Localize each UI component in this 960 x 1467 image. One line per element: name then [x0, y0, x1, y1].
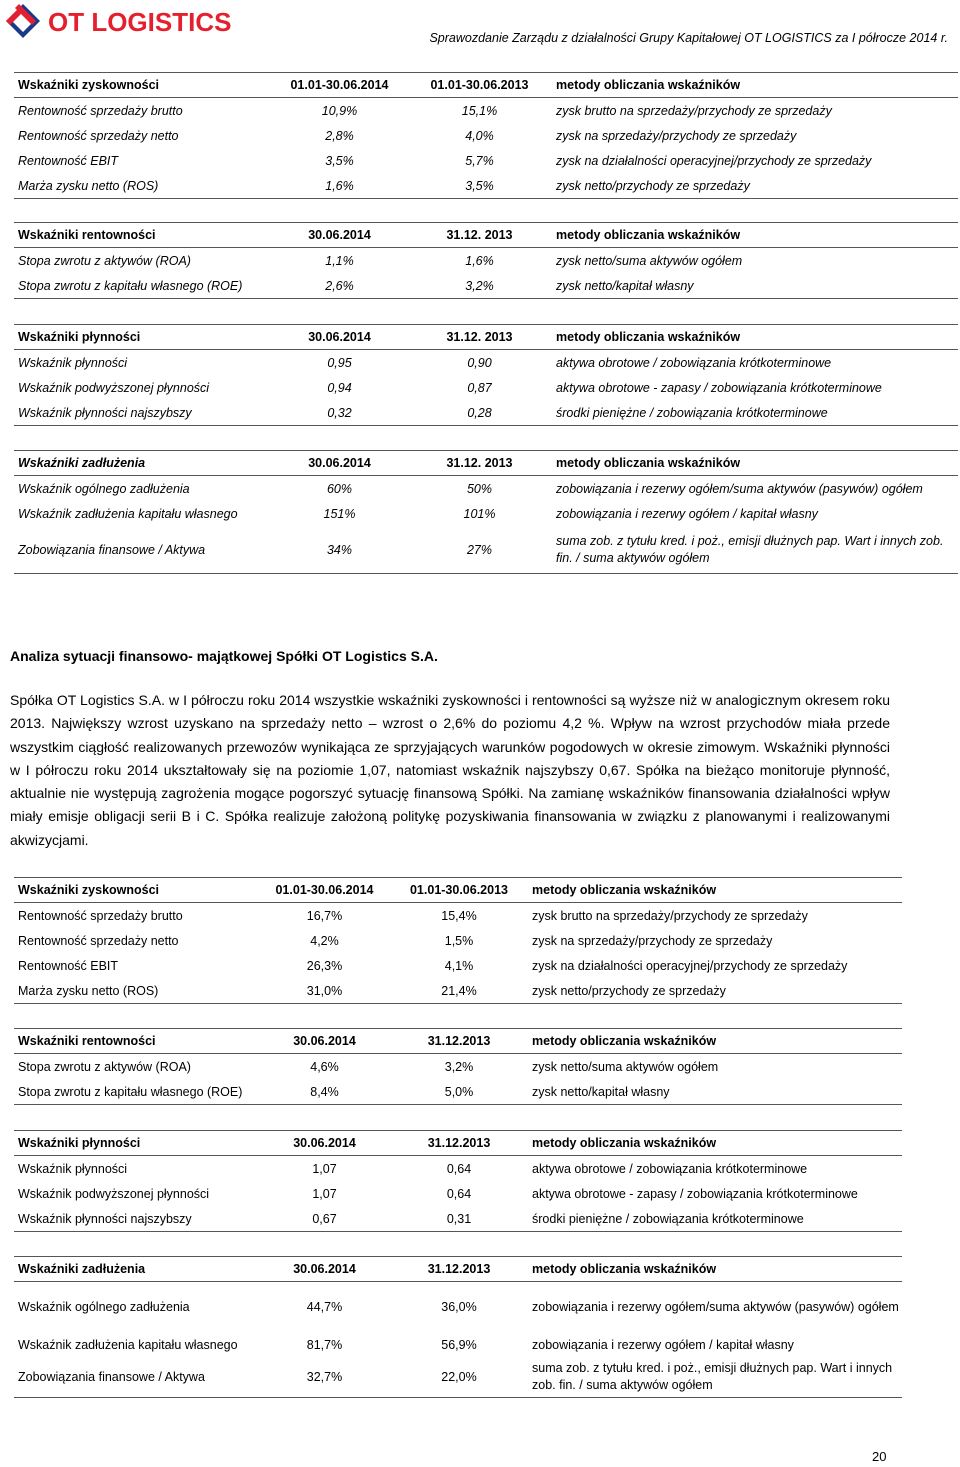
period-header-cell: 01.01-30.06.2013 — [407, 73, 552, 98]
table-row — [14, 273, 958, 299]
indicator-name-cell: Wskaźnik ogólnego zadłużenia — [18, 1300, 190, 1314]
method-cell: zysk brutto na sprzedaży/przychody ze sprzedaży — [556, 103, 832, 118]
period-header-cell: 30.06.2014 — [259, 1131, 390, 1156]
value-2014-cell: 151% — [323, 506, 356, 521]
value-2014-cell: 0,67 — [259, 1206, 390, 1232]
value-2014-cell: 31,0% — [259, 978, 390, 1004]
method-header-cell: metody obliczania wskaźników — [552, 451, 958, 476]
method-cell: zysk na działalności operacyjnej/przychody ze sprzedaży — [556, 153, 872, 168]
indicator-name-cell: Stopa zwrotu z aktywów (ROA) — [18, 253, 191, 268]
value-2013-cell: 3,2% — [407, 273, 552, 299]
value-2013-cell: 1,5% — [444, 933, 474, 948]
method-cell: zobowiązania i rezerwy ogółem/suma aktywów (pasywów) ogółem — [556, 481, 923, 496]
value-2013-cell: 4,0% — [465, 128, 494, 143]
value-2013-cell: 15,1% — [461, 103, 498, 118]
period-header-cell: 30.06.2014 — [259, 1029, 390, 1054]
period-header-cell: 30.06.2014 — [272, 223, 407, 248]
table-row — [14, 1206, 902, 1232]
table-title-cell: Wskaźniki zadłużenia — [14, 1257, 259, 1282]
table-row — [14, 98, 958, 124]
value-2013-cell: 101% — [463, 506, 496, 521]
table-row — [14, 476, 958, 502]
period-header-cell: 31.12.2013 — [390, 1131, 528, 1156]
value-2014-cell: 10,9% — [321, 103, 358, 118]
indicator-name-cell: Stopa zwrotu z kapitału własnego (ROE) — [14, 273, 272, 299]
method-header-cell: metody obliczania wskaźników — [552, 223, 958, 248]
method-cell: suma zob. z tytułu kred. i poż., emisji dłużnych pap. Wart i innych zob. fin. / suma aktywów ogółem — [528, 1357, 902, 1398]
value-2014-cell: 60% — [326, 481, 353, 496]
value-2013-cell: 36,0% — [441, 1300, 477, 1314]
value-2014-cell: 0,94 — [327, 380, 352, 395]
value-2014-cell: 44,7% — [306, 1300, 343, 1314]
company-liquidity-table — [14, 1130, 902, 1232]
method-cell: środki pieniężne / zobowiązania krótkoterminowe — [528, 1206, 902, 1232]
indicator-name-cell: Stopa zwrotu z aktywów (ROA) — [18, 1059, 191, 1074]
table-header-row — [14, 73, 958, 98]
group-returns-table — [14, 222, 958, 299]
indicator-name-cell: Wskaźnik płynności najszybszy — [14, 1206, 259, 1232]
value-2014-cell: 3,5% — [325, 153, 354, 168]
method-header-cell: metody obliczania wskaźników — [528, 1257, 902, 1282]
table-title-cell: Wskaźniki rentowności — [14, 1029, 259, 1054]
indicator-name-cell: Rentowność sprzedaży brutto — [18, 103, 183, 118]
table-row — [14, 375, 958, 400]
table-title-cell: Wskaźniki zadłużenia — [14, 451, 272, 476]
value-2014-cell: 2,6% — [272, 273, 407, 299]
value-2013-cell: 0,87 — [467, 380, 492, 395]
method-cell: zobowiązania i rezerwy ogółem / kapitał własny — [532, 1337, 794, 1352]
value-2014-cell: 0,32 — [272, 400, 407, 426]
period-header-cell: 31.12.2013 — [390, 1029, 528, 1054]
table-row — [14, 501, 958, 526]
method-cell: suma zob. z tytułu kred. i poż., emisji dłużnych pap. Wart i innych zob. fin. / suma aktywów ogółem — [552, 526, 958, 574]
value-2013-cell: 21,4% — [390, 978, 528, 1004]
method-cell: zysk netto/przychody ze sprzedaży — [528, 978, 902, 1004]
period-header-cell: 01.01-30.06.2013 — [390, 878, 528, 903]
value-2014-cell: 16,7% — [306, 908, 343, 923]
table-row — [14, 978, 902, 1004]
period-header-cell: 31.12.2013 — [390, 1257, 528, 1282]
value-2013-cell: 4,1% — [444, 958, 474, 973]
method-cell: zysk netto/przychody ze sprzedaży — [552, 173, 958, 199]
method-cell: zysk netto/suma aktywów ogółem — [532, 1059, 719, 1074]
value-2013-cell: 0,28 — [407, 400, 552, 426]
value-2013-cell: 0,64 — [446, 1161, 472, 1176]
indicator-name-cell: Marża zysku netto (ROS) — [14, 978, 259, 1004]
table-title-cell: Wskaźniki zyskowności — [14, 73, 272, 98]
period-header-cell: 30.06.2014 — [272, 451, 407, 476]
value-2013-cell: 1,6% — [465, 253, 494, 268]
table-row — [14, 1079, 902, 1105]
method-cell: zobowiązania i rezerwy ogółem / kapitał własny — [556, 506, 818, 521]
method-header-cell: metody obliczania wskaźników — [552, 73, 958, 98]
table-row — [14, 1156, 902, 1182]
value-2013-cell: 0,31 — [390, 1206, 528, 1232]
method-header-cell: metody obliczania wskaźników — [552, 325, 958, 350]
indicator-name-cell: Rentowność sprzedaży netto — [18, 933, 179, 948]
value-2013-cell: 0,90 — [467, 355, 492, 370]
value-2014-cell: 8,4% — [259, 1079, 390, 1105]
table-row — [14, 173, 958, 199]
period-header-cell: 01.01-30.06.2014 — [259, 878, 390, 903]
section-title: Analiza sytuacji finansowo- majątkowej Spółki OT Logistics S.A. — [10, 648, 438, 664]
table-row — [14, 123, 958, 148]
table-row — [14, 526, 958, 574]
value-2013-cell: 3,2% — [444, 1059, 474, 1074]
method-cell: zysk netto/suma aktywów ogółem — [556, 253, 743, 268]
company-profitability-table — [14, 877, 902, 1004]
group-debt-table — [14, 450, 958, 574]
method-cell: zysk na sprzedaży/przychody ze sprzedaży — [532, 933, 773, 948]
table-title-cell: Wskaźniki rentowności — [14, 223, 272, 248]
value-2013-cell: 22,0% — [390, 1357, 528, 1398]
period-header-cell: 31.12. 2013 — [407, 451, 552, 476]
indicator-name-cell: Wskaźnik zadłużenia kapitału własnego — [18, 506, 238, 521]
indicator-name-cell: Rentowność EBIT — [18, 958, 119, 973]
analysis-paragraph: Spółka OT Logistics S.A. w I półroczu roku 2014 wszystkie wskaźniki zyskowności i rentowności są wyższe niż w analogicznym okresem roku 2013. Największy wzrost uzyskano na sprzedaży netto – wzrost o 2,6% do poziomu 4,2 %. Wpływ na wzrost przychodów miała przede wszystkim ciągłość realizowanych przewozów wynikająca ze sprzyjających warunków pogodowych w okresie zimowym. Wskaźniki płynności w I półroczu roku 2014 ukształtowały się na poziomie 1,07, natomiast wskaźnik najszybszy 0,67. Spółka na bieżąco monitoruje płynność, aktualnie nie występują zagrożenia mogące pogorszyć sytuację finansową Spółki. Na zamianę wskaźników finansowania działalności wpływ miały emisje obligacji serii B i C. Spółka realizuje założoną politykę pozyskiwania finansowania w związku z planowanymi i realizowanymi akwizycjami. — [10, 692, 890, 848]
method-cell: aktywa obrotowe / zobowiązania krótkoterminowe — [532, 1161, 808, 1176]
value-2014-cell: 26,3% — [306, 958, 343, 973]
indicator-name-cell: Marża zysku netto (ROS) — [14, 173, 272, 199]
indicator-name-cell: Zobowiązania finansowe / Aktywa — [14, 526, 272, 574]
value-2013-cell: 5,0% — [390, 1079, 528, 1105]
period-header-cell: 31.12. 2013 — [407, 223, 552, 248]
value-2013-cell: 56,9% — [441, 1337, 477, 1352]
indicator-name-cell: Wskaźnik płynności — [18, 1161, 128, 1176]
method-cell: aktywa obrotowe / zobowiązania krótkoterminowe — [556, 355, 832, 370]
group-profitability-table — [14, 72, 958, 199]
table-row — [14, 350, 958, 376]
table-row — [14, 1282, 902, 1333]
table-row — [14, 1357, 902, 1398]
indicator-name-cell: Rentowność EBIT — [18, 153, 119, 168]
company-debt-table — [14, 1256, 902, 1398]
ot-logistics-logo — [4, 2, 244, 42]
method-cell: zysk netto/kapitał własny — [528, 1079, 902, 1105]
method-cell: zysk na działalności operacyjnej/przychody ze sprzedaży — [532, 958, 848, 973]
indicator-name-cell: Wskaźnik podwyższonej płynności — [18, 1186, 210, 1201]
table-row — [14, 1054, 902, 1080]
value-2014-cell: 0,95 — [327, 355, 352, 370]
table-title-cell: Wskaźniki płynności — [14, 1131, 259, 1156]
method-header-cell: metody obliczania wskaźników — [528, 1029, 902, 1054]
table-row — [14, 1181, 902, 1206]
indicator-name-cell: Wskaźnik podwyższonej płynności — [18, 380, 210, 395]
value-2013-cell: 0,64 — [446, 1186, 472, 1201]
table-header-row — [14, 878, 902, 903]
method-header-cell: metody obliczania wskaźników — [528, 878, 902, 903]
period-header-cell: 30.06.2014 — [259, 1257, 390, 1282]
indicator-name-cell: Rentowność sprzedaży netto — [18, 128, 179, 143]
page-number: 20 — [872, 1449, 887, 1464]
indicator-name-cell: Rentowność sprzedaży brutto — [18, 908, 183, 923]
value-2014-cell: 4,2% — [310, 933, 339, 948]
value-2013-cell: 15,4% — [441, 908, 477, 923]
table-row — [14, 400, 958, 426]
indicator-name-cell: Wskaźnik ogólnego zadłużenia — [18, 481, 190, 496]
value-2014-cell: 4,6% — [310, 1059, 339, 1074]
method-cell: zobowiązania i rezerwy ogółem/suma aktywów (pasywów) ogółem — [532, 1299, 899, 1314]
period-header-cell: 30.06.2014 — [272, 325, 407, 350]
table-row — [14, 903, 902, 929]
method-cell: aktywa obrotowe - zapasy / zobowiązania krótkoterminowe — [532, 1186, 858, 1201]
value-2013-cell: 27% — [407, 526, 552, 574]
table-title-cell: Wskaźniki zyskowności — [14, 878, 259, 903]
table-title-cell: Wskaźniki płynności — [14, 325, 272, 350]
indicator-name-cell: Zobowiązania finansowe / Aktywa — [14, 1357, 259, 1398]
indicator-name-cell: Stopa zwrotu z kapitału własnego (ROE) — [14, 1079, 259, 1105]
value-2013-cell: 3,5% — [407, 173, 552, 199]
method-header-cell: metody obliczania wskaźników — [528, 1131, 902, 1156]
table-row — [14, 248, 958, 274]
value-2014-cell: 81,7% — [306, 1337, 343, 1352]
indicator-name-cell: Wskaźnik zadłużenia kapitału własnego — [18, 1337, 238, 1352]
table-header-row — [14, 325, 958, 350]
indicator-name-cell: Wskaźnik płynności — [18, 355, 128, 370]
table-header-row — [14, 1131, 902, 1156]
method-cell: aktywa obrotowe - zapasy / zobowiązania krótkoterminowe — [556, 380, 882, 395]
value-2014-cell: 1,1% — [325, 253, 354, 268]
company-returns-table — [14, 1028, 902, 1105]
table-row — [14, 928, 902, 953]
period-header-cell: 31.12. 2013 — [407, 325, 552, 350]
method-cell: zysk brutto na sprzedaży/przychody ze sprzedaży — [532, 908, 808, 923]
value-2014-cell: 2,8% — [325, 128, 354, 143]
indicator-name-cell: Wskaźnik płynności najszybszy — [14, 400, 272, 426]
table-row — [14, 953, 902, 978]
method-cell: zysk netto/kapitał własny — [552, 273, 958, 299]
table-row — [14, 1332, 902, 1357]
value-2014-cell: 34% — [272, 526, 407, 574]
value-2013-cell: 50% — [466, 481, 493, 496]
method-cell: zysk na sprzedaży/przychody ze sprzedaży — [556, 128, 797, 143]
value-2014-cell: 1,07 — [312, 1161, 337, 1176]
value-2014-cell: 1,6% — [272, 173, 407, 199]
table-row — [14, 148, 958, 173]
table-header-row — [14, 1029, 902, 1054]
table-header-row — [14, 451, 958, 476]
value-2013-cell: 5,7% — [465, 153, 494, 168]
group-liquidity-table — [14, 324, 958, 426]
method-cell: środki pieniężne / zobowiązania krótkoterminowe — [552, 400, 958, 426]
page-header — [0, 0, 960, 60]
report-title: Sprawozdanie Zarządu z działalności Grupy Kapitałowej OT LOGISTICS za I półrocze 2014 r. — [429, 31, 948, 45]
svg-text:OT LOGISTICS: OT LOGISTICS — [48, 7, 232, 37]
table-header-row — [14, 1257, 902, 1282]
value-2014-cell: 32,7% — [259, 1357, 390, 1398]
value-2014-cell: 1,07 — [312, 1186, 337, 1201]
period-header-cell: 01.01-30.06.2014 — [272, 73, 407, 98]
table-header-row — [14, 223, 958, 248]
